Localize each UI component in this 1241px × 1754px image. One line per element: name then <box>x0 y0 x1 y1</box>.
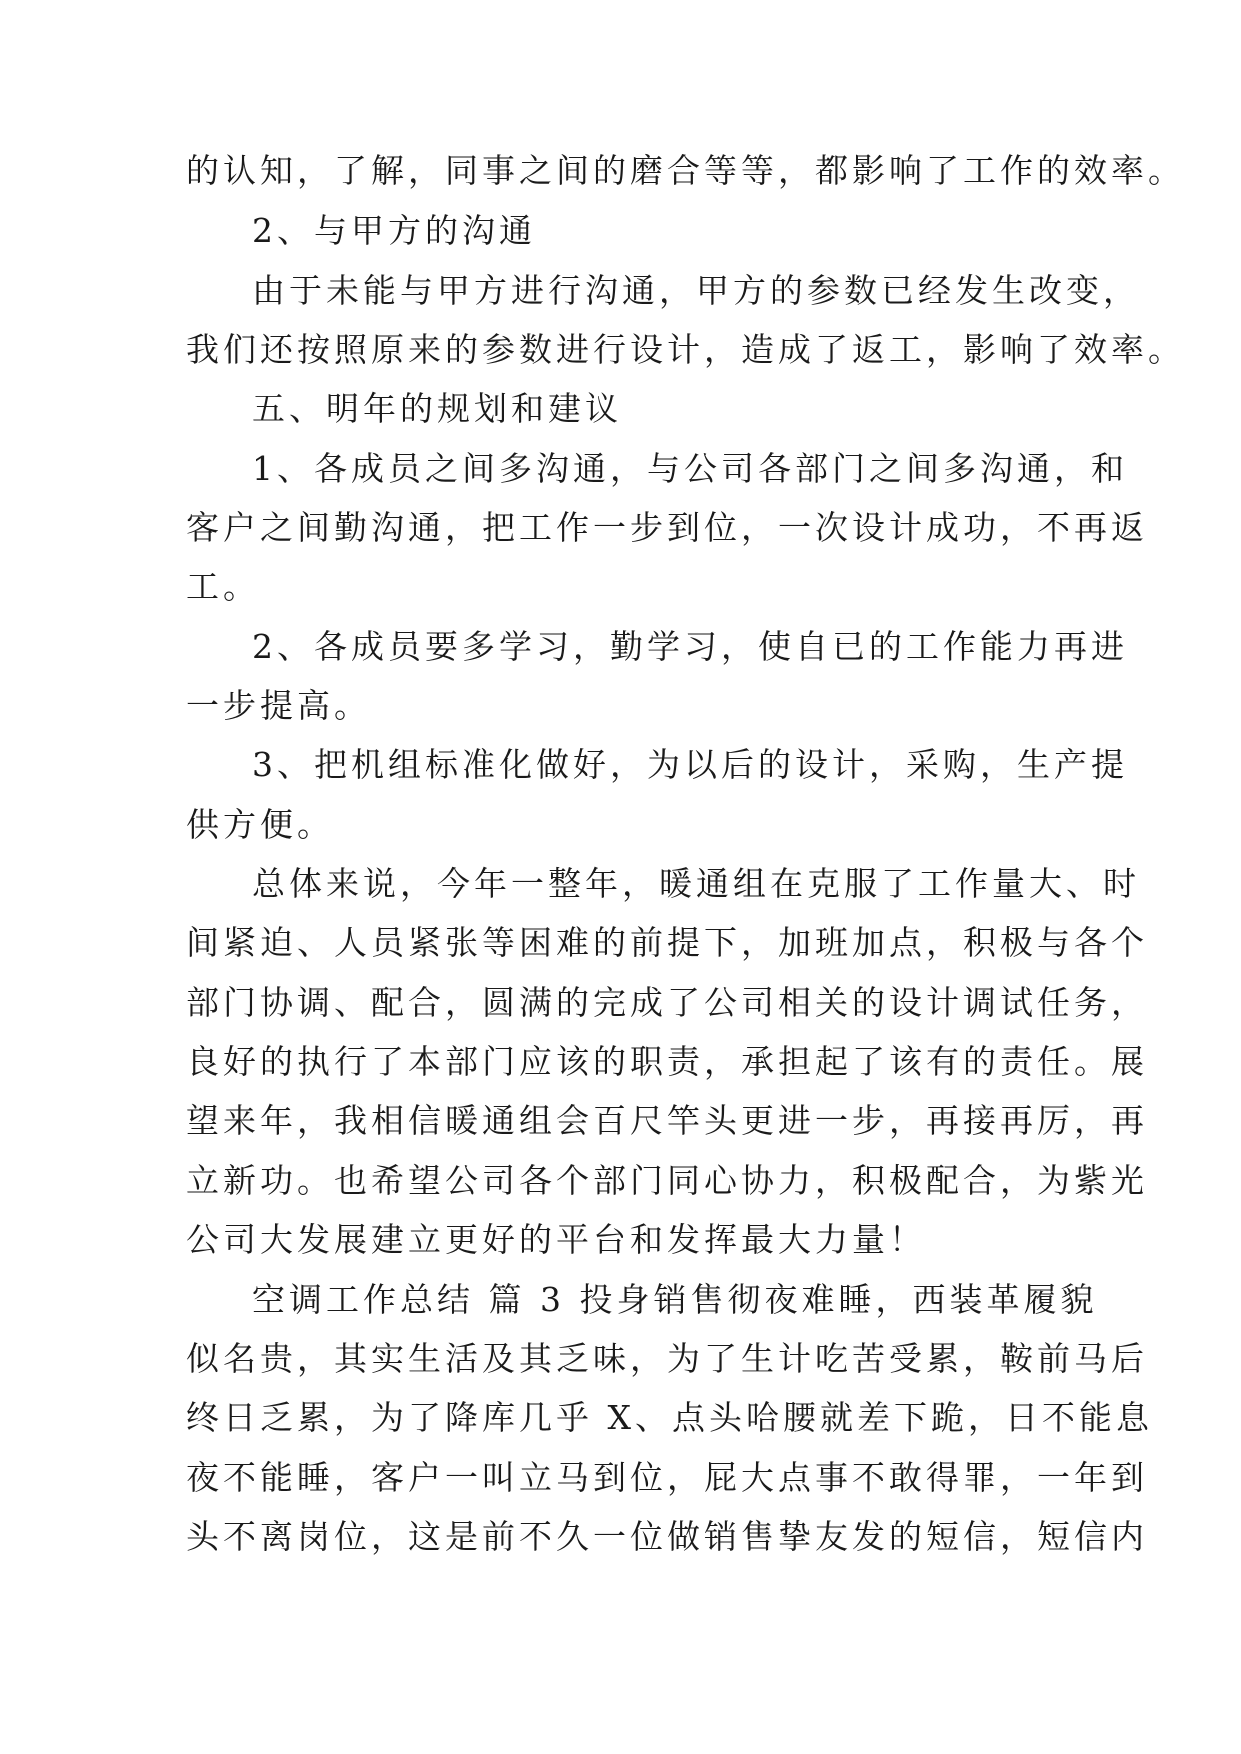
text-line-4: 我们还按照原来的参数进行设计，造成了返工，影响了效率。 <box>186 330 1185 369</box>
text-line-19: 公司大发展建立更好的平台和发挥最大力量！ <box>186 1220 926 1259</box>
text-line-10: 一步提高。 <box>186 686 371 725</box>
text-line-23: 夜不能睡，客户一叫立马到位，屁大点事不敢得罪，一年到 <box>186 1458 1148 1497</box>
text-line-13: 总体来说，今年一整年，暖通组在克服了工作量大、时 <box>252 864 1140 903</box>
section-heading-communication: 2、与甲方的沟通 <box>252 211 536 250</box>
text-line-22: 终日乏累，为了降库几乎 X、点头哈腰就差下跪，日不能息 <box>186 1398 1153 1437</box>
text-line-11: 3、把机组标准化做好，为以后的设计，采购，生产提 <box>252 745 1128 784</box>
text-line-7: 客户之间勤沟通，把工作一步到位，一次设计成功，不再返 <box>186 508 1148 547</box>
text-line-3: 由于未能与甲方进行沟通，甲方的参数已经发生改变， <box>252 271 1140 310</box>
section-heading-summary-3: 空调工作总结 篇 3 投身销售彻夜难睡，西装革履貌 <box>252 1280 1098 1319</box>
text-line-9: 2、各成员要多学习，勤学习，使自已的工作能力再进 <box>252 627 1128 666</box>
text-line-21: 似名贵，其实生活及其乏味，为了生计吃苦受累，鞍前马后 <box>186 1339 1148 1378</box>
text-line-8: 工。 <box>186 567 260 606</box>
text-line-12: 供方便。 <box>186 805 334 844</box>
text-line-18: 立新功。也希望公司各个部门同心协力，积极配合，为紫光 <box>186 1161 1148 1200</box>
text-line-14: 间紧迫、人员紧张等困难的前提下，加班加点，积极与各个 <box>186 923 1148 962</box>
text-line-17: 望来年，我相信暖通组会百尺竿头更进一步，再接再厉，再 <box>186 1101 1148 1140</box>
text-line-1: 的认知，了解，同事之间的磨合等等，都影响了工作的效率。 <box>186 151 1185 190</box>
text-line-24: 头不离岗位，这是前不久一位做销售挚友发的短信，短信内 <box>186 1517 1148 1556</box>
text-line-6: 1、各成员之间多沟通，与公司各部门之间多沟通，和 <box>252 449 1128 488</box>
text-line-16: 良好的执行了本部门应该的职责，承担起了该有的责任。展 <box>186 1042 1148 1081</box>
text-line-15: 部门协调、配合，圆满的完成了公司相关的设计调试任务， <box>186 983 1148 1022</box>
section-heading-plan: 五、明年的规划和建议 <box>252 389 622 428</box>
